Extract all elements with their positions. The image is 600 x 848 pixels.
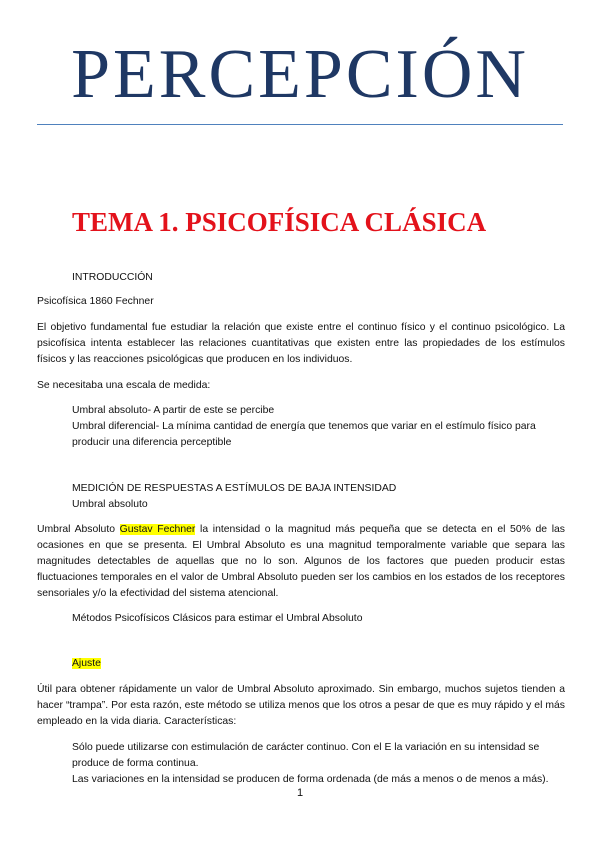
document-title: PERCEPCIÓN bbox=[71, 36, 529, 113]
caracteristica-1: Sólo puede utilizarse con estimulación de carácter continuo. Con el E la variación en su intensidad se produce de forma continua. bbox=[72, 742, 540, 769]
metodos-heading: Métodos Psicofísicos Clásicos para estimar el Umbral Absoluto bbox=[72, 613, 363, 624]
umbral-absoluto-definition bbox=[37, 522, 565, 602]
ajuste-heading bbox=[72, 656, 101, 672]
section-title: TEMA 1. PSICOFÍSICA CLÁSICA bbox=[72, 207, 487, 237]
umbral-diferencial-item: Umbral diferencial- La mínima cantidad de energía que tenemos que variar en el estímulo físico para producir una diferencia perceptible bbox=[72, 421, 536, 448]
escala-paragraph: Se necesitaba una escala de medida: bbox=[37, 380, 211, 391]
highlight-gustav-fechner: Gustav Fechner bbox=[119, 524, 196, 535]
umbral-absoluto-item: Umbral absoluto- A partir de este se percibe bbox=[72, 405, 275, 416]
umbral-absoluto-subheading: Umbral absoluto bbox=[72, 499, 148, 510]
title-divider bbox=[37, 124, 563, 125]
objetivo-paragraph: El objetivo fundamental fue estudiar la relación que existe entre el continuo físico y el continuo psicológico. La psicofísica intenta establecer las relaciones cuantitativas que existen entre las propiedades de los estímulos físicos y las reacciones psicológicas que producen en los individuos. bbox=[37, 322, 565, 365]
medicion-heading: MEDICIÓN DE RESPUESTAS A ESTÍMULOS DE BAJA INTENSIDAD bbox=[72, 483, 397, 494]
ua-prefix: Umbral Absoluto bbox=[37, 524, 120, 535]
ua-rest: la intensidad o la magnitud más pequeña que se detecta en el 50% de las ocasiones en que se presenta. El Umbral Absoluto es una magnitud temporalmente variable que separa las magnitudes detectables de aquellas que no lo son. Algunos de los factores que pueden producir estas fluctuaciones temporales en el valor de Umbral Absoluto pueden ser los cambios en los estados de los receptores sensoriales y/o la efectividad del sistema atencional. bbox=[37, 524, 565, 599]
page-number: 1 bbox=[296, 787, 304, 799]
psicofisica-line: Psicofísica 1860 Fechner bbox=[37, 296, 154, 307]
ajuste-description: Útil para obtener rápidamente un valor de Umbral Absoluto aproximado. Sin embargo, muchos sujetos tienden a hacer “trampa”. Por esta razón, este método se utiliza menos que los otros a pesar de que es muy rápido y el más empleado en la vida diaria. Características: bbox=[37, 684, 565, 727]
intro-heading: INTRODUCCIÓN bbox=[72, 272, 153, 283]
highlight-ajuste: Ajuste bbox=[72, 658, 101, 669]
caracteristica-2: Las variaciones en la intensidad se producen de forma ordenada (de más a menos o de menos a más). bbox=[72, 774, 549, 785]
